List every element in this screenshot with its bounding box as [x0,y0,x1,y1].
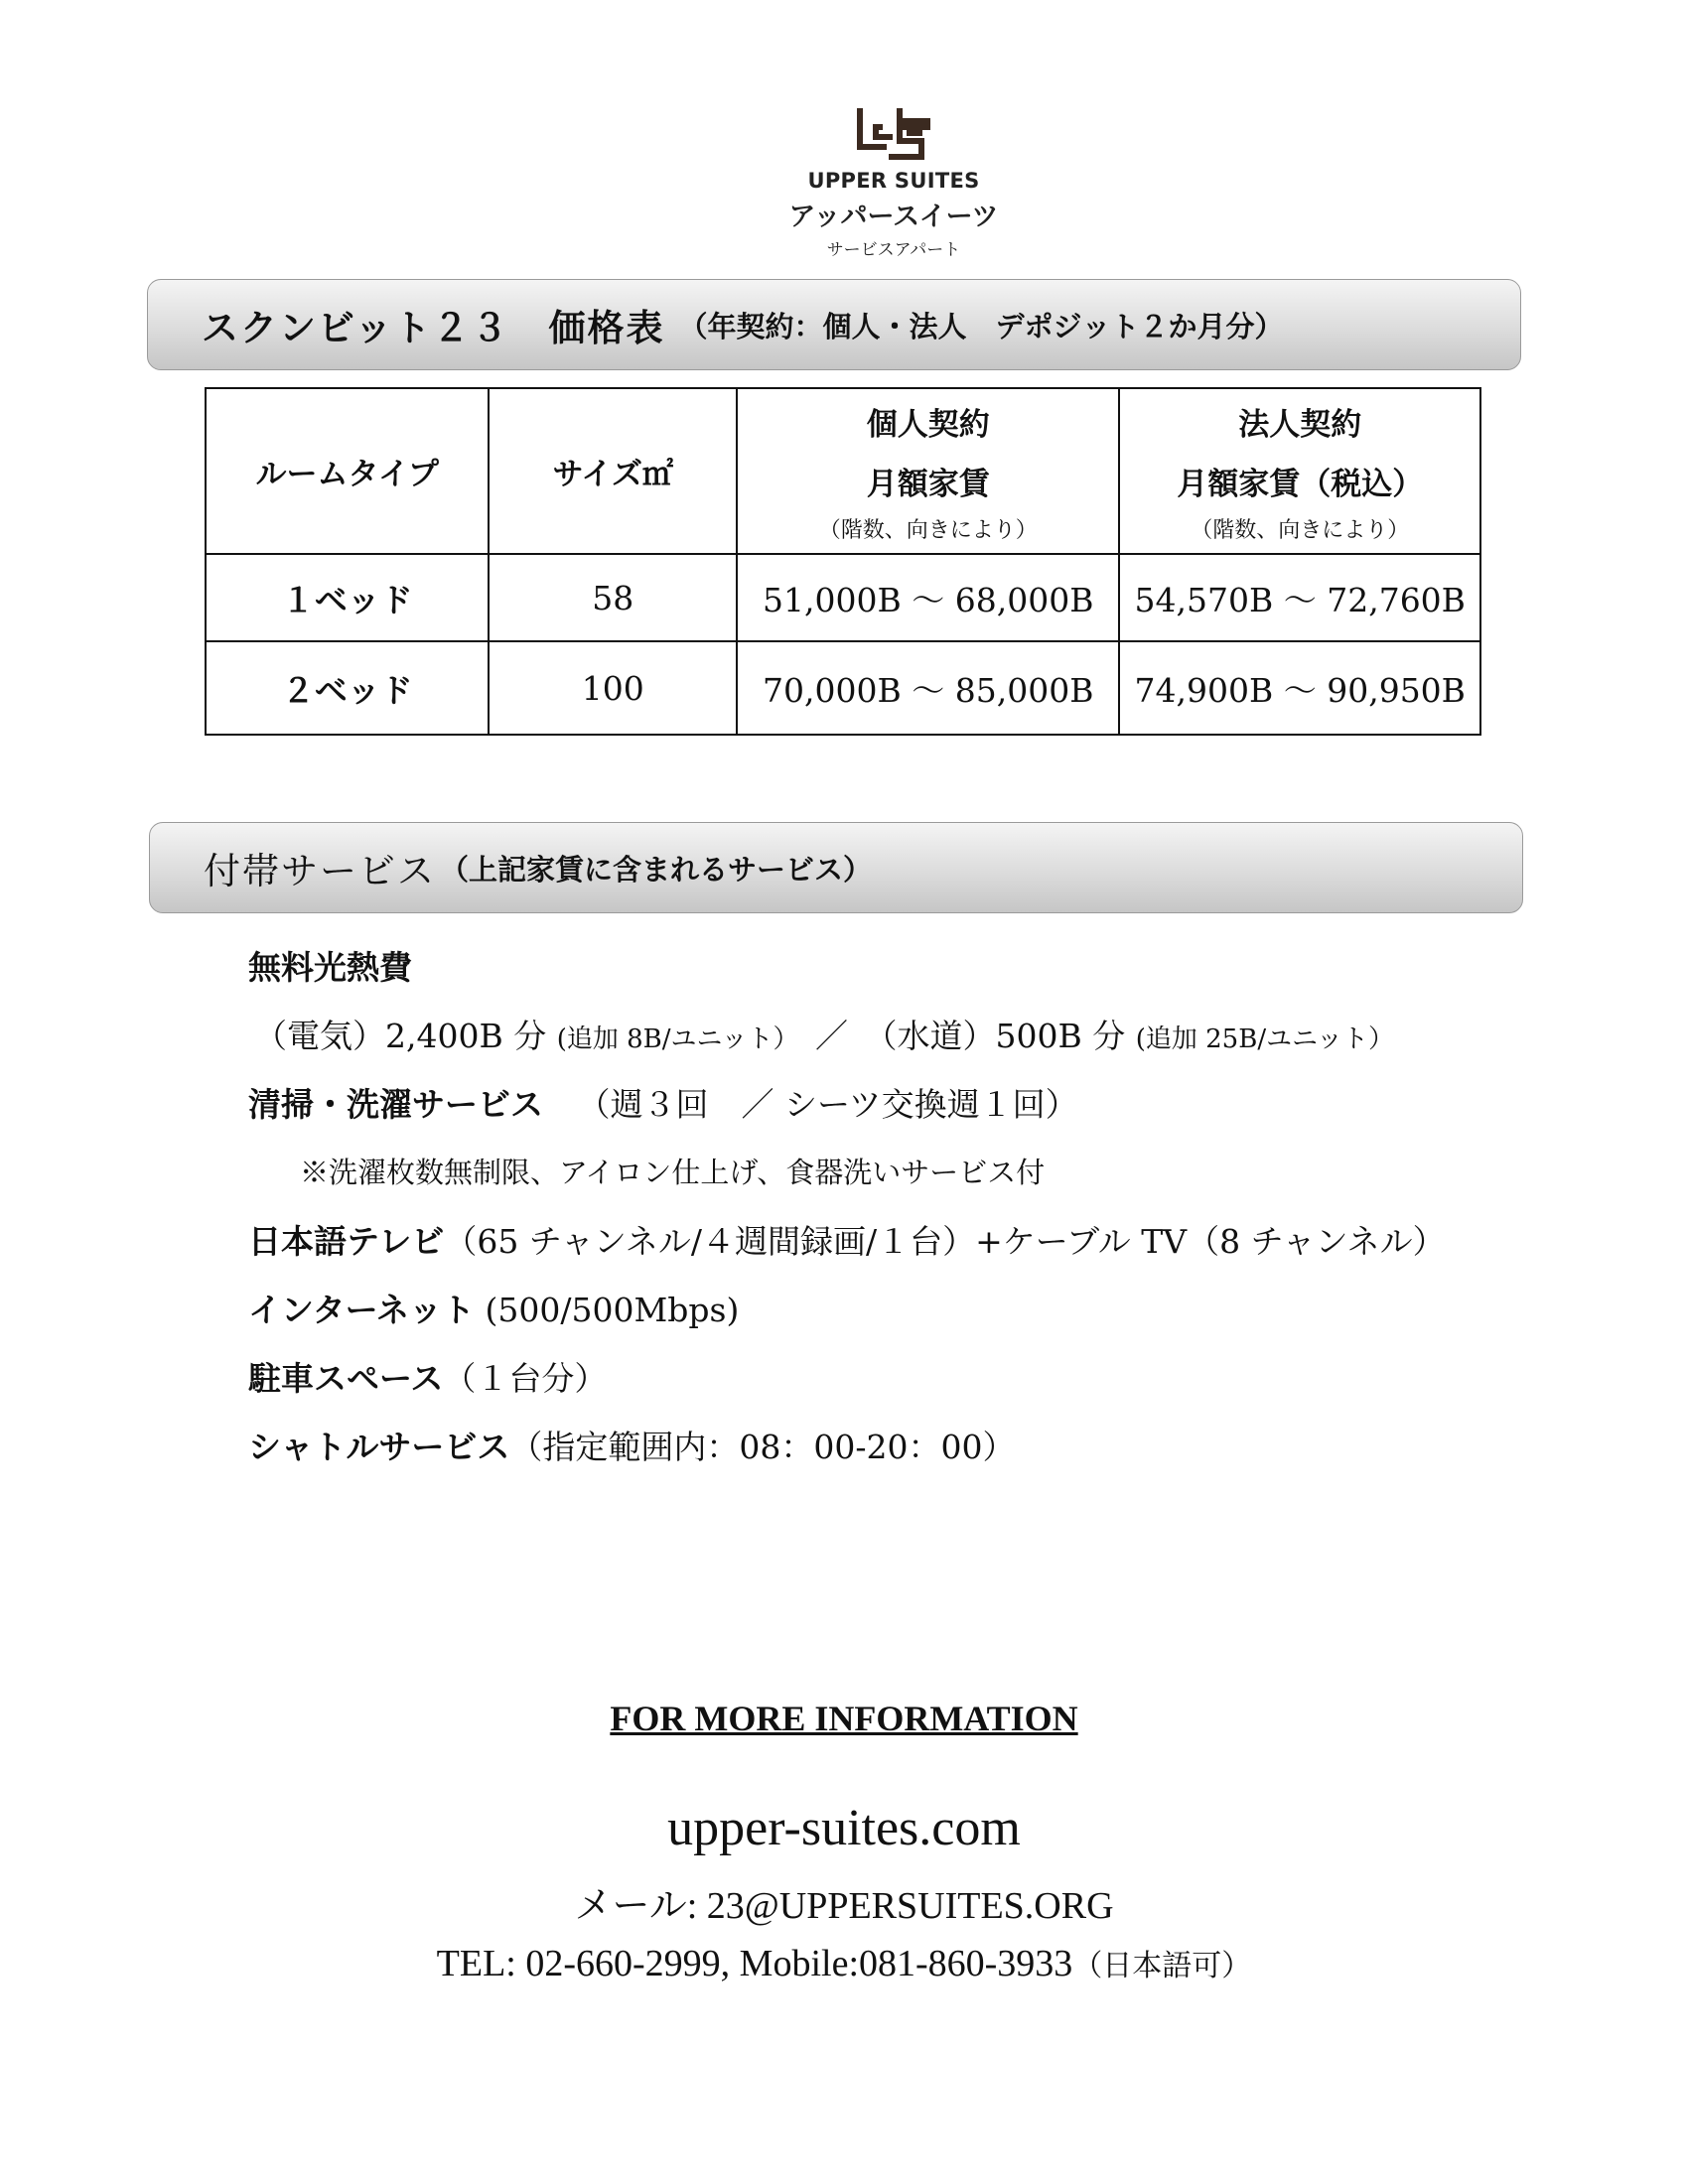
parking-title: 駐車スペース [248,1359,444,1398]
list-item [248,1413,1539,1481]
utilities-water: （水道）500B 分 [864,1017,1126,1055]
cleaning-title: 清掃・洗濯サービス [248,1085,543,1124]
price-section-header [147,279,1521,370]
tv-title: 日本語テレビ [248,1222,445,1261]
list-item [248,1139,1539,1207]
header-size: サイズ㎡ [489,388,737,554]
brand-logo [774,107,1013,260]
list-item [248,1276,1539,1344]
email-link[interactable]: メール: 23@UPPERSUITES.ORG [574,1885,1114,1927]
header-corporate-line1: 法人契約 [1238,406,1362,443]
services-section-header [149,822,1523,913]
cleaning-detail: （週３回 ／ シーツ交換週１回） [577,1085,1078,1124]
corporate-rent-cell: 74,900B ～ 90,950B [1119,641,1480,735]
header-corporate-line2: 月額家賃（税込） [1177,466,1424,502]
utilities-electric: （電気）2,400B 分 [254,1017,547,1055]
header-room-type: ルームタイプ [206,388,489,554]
internet-detail: (500/500Mbps) [485,1291,740,1329]
phone-note: （日本語可） [1072,1950,1252,1982]
header-personal-note: （階数、向きにより） [818,517,1038,543]
price-section-subtitle: （年契約：個人・法人 デポジット２か月分） [678,309,1284,343]
price-table [205,387,1481,736]
services-section-subtitle: （上記家賃に含まれるサービス） [440,852,873,887]
header-corporate [1119,388,1480,554]
list-item [248,1344,1539,1413]
price-table-header-row [206,388,1480,554]
price-section-title: スクンビット２３ 価格表 [202,306,665,349]
brand-name-en: UPPER SUITES [807,169,980,193]
contact-phone [0,1941,1688,1985]
header-personal-line2: 月額家賃 [866,466,990,502]
room-type-cell: ２ベッド [206,641,489,735]
cleaning-note: ※洗濯枚数無制限、アイロン仕上げ、食器洗いサービス付 [300,1156,1046,1189]
parking-detail: （１台分） [443,1359,608,1398]
list-item [248,1207,1539,1276]
tv-detail: （65 チャンネル/４週間録画/１台）+ケーブル TV（8 チャンネル） [444,1222,1446,1261]
list-item [248,1002,1539,1070]
utilities-separator: ／ [815,1017,848,1055]
website-link[interactable]: upper-suites.com [667,1800,1021,1856]
size-cell: 100 [489,641,737,735]
header-personal-line1: 個人契約 [866,406,990,443]
list-item [248,933,1539,1002]
room-type-cell: １ベッド [206,554,489,641]
personal-rent-cell: 70,000B ～ 85,000B [737,641,1119,735]
shuttle-title: シャトルサービス [248,1428,510,1466]
internet-title: インターネット [248,1291,476,1329]
shuttle-detail: （指定範囲内：08：00-20：00） [509,1428,1016,1466]
utilities-title: 無料光熱費 [248,948,412,987]
table-row [206,554,1480,641]
upper-suites-logo-mark [854,107,933,163]
services-section-title: 付帯サービス [204,850,436,892]
list-item [248,1070,1539,1139]
brand-tagline: サービスアパート [826,240,961,260]
brand-name-ja: アッパースイーツ [788,202,999,232]
size-cell: 58 [489,554,737,641]
table-row [206,641,1480,735]
corporate-rent-cell: 54,570B ～ 72,760B [1119,554,1480,641]
personal-rent-cell: 51,000B ～ 68,000B [737,554,1119,641]
phone-numbers[interactable]: TEL: 02-660-2999, Mobile:081-860-3933 [436,1943,1073,1984]
services-list [248,933,1539,1481]
header-personal [737,388,1119,554]
utilities-water-extra: (追加 25B/ユニット） [1135,1024,1395,1054]
header-corporate-note: （階数、向きにより） [1191,517,1410,543]
utilities-electric-extra: (追加 8B/ユニット） [556,1024,799,1054]
more-info-heading: FOR MORE INFORMATION [610,1699,1078,1738]
